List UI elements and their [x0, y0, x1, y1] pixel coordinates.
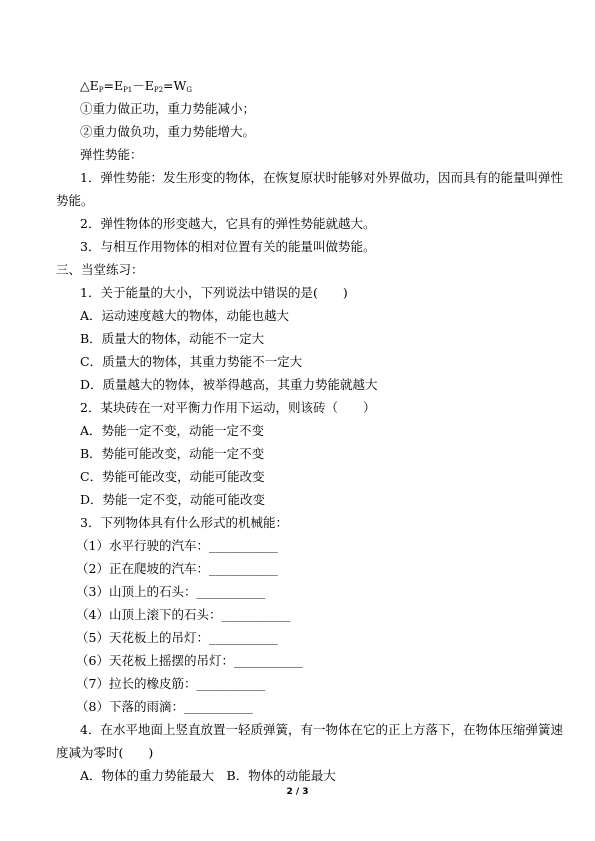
option-line: D．质量越大的物体，被举得越高，其重力势能就越大 [80, 377, 378, 392]
text-line: 1．弹性势能：发生形变的物体，在恢复原状时能够对外界做功，因而具有的能量叫弹性 [80, 170, 563, 185]
text-line: ②重力做负功，重力势能增大。 [80, 124, 256, 139]
formula-eq1: =E [103, 78, 124, 93]
question-line: 2．某块砖在一对平衡力作用下运动，则该砖（ ） [80, 400, 376, 415]
fill-blank-line: （6）天花板上摇摆的吊灯：___________ [76, 653, 303, 668]
formula-delta-ep: △E [80, 78, 99, 93]
fill-blank-line: （7）拉长的橡皮筋：___________ [76, 676, 266, 691]
option-line: A．运动速度越大的物体，动能也越大 [80, 308, 290, 323]
option-line: C．势能可能改变，动能可能改变 [80, 469, 265, 484]
section-heading: 三、当堂练习： [56, 262, 144, 277]
fill-blank-line: （8）下落的雨滴：___________ [76, 699, 253, 714]
fill-blank-line: （1）水平行驶的汽车：___________ [76, 538, 278, 553]
text-line: 3．与相互作用物体的相对位置有关的能量叫做势能。 [80, 239, 376, 254]
formula-minus: －E [132, 78, 154, 93]
question-line: 1．关于能量的大小，下列说法中错误的是( ) [80, 285, 348, 300]
fill-blank-line: （4）山顶上滚下的石头：___________ [76, 607, 291, 622]
option-line: A．物体的重力势能最大 B．物体的动能最大 [80, 768, 336, 783]
question-line: 4．在水平地面上竖直放置一轻质弹簧，有一物体在它的正上方落下，在物体压缩弹簧速 [80, 722, 563, 737]
fill-blank-line: （5）天花板上的吊灯：___________ [76, 630, 278, 645]
text-line: ①重力做正功，重力势能减小； [80, 101, 256, 116]
text-line: 2．弹性物体的形变越大，它具有的弹性势能就越大。 [80, 216, 376, 231]
formula-line [80, 78, 192, 98]
formula-eq2: =W [163, 78, 187, 93]
option-line: C．质量大的物体，其重力势能不一定大 [80, 354, 303, 369]
question-line: 3．下列物体具有什么形式的机械能： [80, 515, 288, 530]
section-heading: 弹性势能： [80, 147, 143, 162]
option-line: B．质量大的物体，动能不一定大 [80, 331, 265, 346]
option-line: B．势能可能改变，动能一定不变 [80, 446, 265, 461]
formula-sub-p2: P2 [153, 86, 164, 94]
text-line: 势能。 [56, 193, 94, 208]
option-line: A．势能一定不变，动能一定不变 [80, 423, 265, 438]
page-number: 2 / 3 [286, 787, 309, 797]
fill-blank-line: （3）山顶上的石头：___________ [76, 584, 266, 599]
option-line: D．势能一定不变，动能可能改变 [80, 492, 266, 507]
formula-sub-g: G [186, 86, 192, 94]
fill-blank-line: （2）正在爬坡的汽车：___________ [76, 561, 278, 576]
formula-sub-p: P [98, 86, 104, 94]
text-line: 度减为零时( ) [56, 745, 154, 760]
formula-sub-p1: P1 [123, 86, 133, 94]
